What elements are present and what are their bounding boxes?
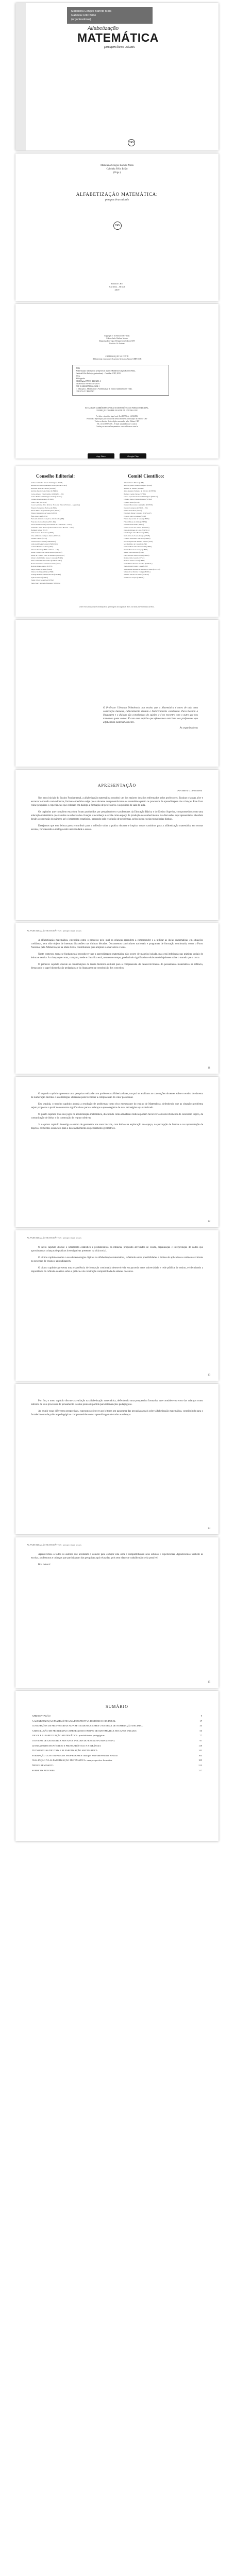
- paragraph: O segundo capítulo apresenta uma pesquisa realizada com professoras alfabetizadoras, na qual se analisam as concepções docentes sobre o ensino do sistema de numeração decimal e as estratégias utilizadas para favorecer a compreensão do valor posicional.: [31, 1093, 203, 1099]
- cip-line: A396: [76, 367, 80, 369]
- scientific-member: Ivana Rodrigues de Lima (UNISUL): [124, 529, 149, 531]
- toc-entry-page: 97: [199, 1739, 202, 1742]
- cip-subtitle: Bibliotecária responsável: Luzenira Alves dos Santos CRB9/1506: [92, 358, 142, 360]
- toc-entry-title: AVALIAÇÃO NA ALFABETIZAÇÃO MATEMÁTICA: uma perspectiva formativa: [32, 1759, 112, 1762]
- editorial-member: Paulo Romualdo Hernandes (UNIFAL-MG): [31, 560, 62, 562]
- editorial-council-page: [15, 466, 219, 617]
- paragraph: O sexto capítulo discute o letramento estatístico e probabilístico na infância, propondo atividades de coleta, organização e interpretação de dados que aproximam as crianças de práticas investigativas presentes na vida social.: [31, 1246, 203, 1252]
- paragraph: Agradecemos a todos os autores que aceitaram o convite para compor esta obra e compartilharam seus estudos e experiências. Agradecemos também às escolas, professoras e crianças que participaram das pesquisas aqui relatadas, pois sem elas este trabalho não seria possível.: [31, 1553, 203, 1560]
- editorial-member: Élsio José Corá (UFFS): [31, 515, 48, 517]
- toc-entry-page: 119: [198, 1744, 202, 1747]
- toc-list: [32, 1715, 202, 1774]
- book-title: ALFABETIZAÇÃO MATEMÁTICA:: [76, 192, 158, 197]
- scientific-member: Cárcia Aparecida Sanches Domingues (UFSCar): [124, 496, 158, 498]
- toc-entry-page: 185: [198, 1759, 202, 1762]
- toc-entry[interactable]: [32, 1720, 202, 1723]
- copyright-head: [15, 335, 219, 345]
- editorial-member: Gloria Fariñas León (Universidade de La Havana – Cuba): [31, 523, 72, 526]
- cip-line: CDU 372.47 CDD 372.7: [76, 391, 94, 393]
- paragraph: Desejamos que esta leitura possa contribuir para a reflexão sobre a prática docente e inspirar novos caminhos para a alfabetização matemática em nossas escolas, fortalecendo o diálogo entre universidade e escola.: [31, 825, 203, 831]
- editorial-member: Celso Conti (UFSCar): [31, 501, 47, 503]
- toc-entry[interactable]: [32, 1754, 202, 1758]
- editorial-member: Rodrigo Pratte-Santos (UFES): [31, 565, 53, 568]
- editorial-member: Helmuth Krüger (UCP): [31, 529, 48, 531]
- toc-entry-page: 55: [199, 1729, 202, 1732]
- cip-line: ISBN Físico 978-85-444-3204-1: [76, 383, 100, 385]
- text-page: [15, 1230, 219, 1381]
- editorial-member: Maria Lília Imbiriba Sousa Colares (UFOPA): [31, 556, 63, 559]
- book-subtitle: perspectivas atuais: [105, 198, 129, 201]
- cip-line: 1. Educação 2. Matemática 3. Alfabetização 4. Ensino fundamental I. Título.: [76, 388, 133, 390]
- editorial-member: Anselmo Alencar Colares (UFOPA): [31, 487, 56, 489]
- paragraph: Em seguida, o terceiro capítulo aborda a resolução de problemas como eixo estruturante do ensino de Matemática, defendendo que as situações-problema sejam propostas a partir de contextos significativos para as crianças e que o registro de suas estratégias seja valorizado.: [31, 1103, 203, 1109]
- cover-organizer-role: (organizadoras): [71, 18, 91, 21]
- paragraph: Já o quinto capítulo investiga o ensino de geometria nos anos iniciais, com ênfase na exploração do espaço, na percepção de formas e na representação de trajetos, elementos essenciais para o desenvolvimento do pensamento geométrico.: [31, 1124, 203, 1130]
- scientific-member: Tania Maria Ferreira Lopes (UFT): [124, 565, 148, 568]
- text-page: [15, 923, 219, 1074]
- paragraph: A alfabetização matemática, entendida como o processo pelo qual as crianças aprendem a compreender e a utilizar as ideias matemáticas em situações cotidianas, tem sido objeto de intensas discussões nas últimas décadas. Documentos curriculares nacionais e programas de formação continuada, como o Pacto Nacional pela Alfabetização na Idade Certa, contribuíram para ampliar o olhar sobre o tema.: [31, 939, 203, 949]
- editorial-member: Maria Cristina dos Santos Bezerra (UFSCar): [31, 551, 62, 554]
- scientific-member: Cristina Maria D'Avila Teixeira (UFBA): [124, 498, 152, 501]
- scientific-member: Everton Luiz Cevidanes (UNB): [124, 515, 146, 517]
- cip-heading: [15, 355, 219, 361]
- cover-title-line1: Alfabetização: [88, 26, 119, 31]
- editorial-member: Lídia de Oliveira Xavier (UNIEURO): [31, 543, 58, 545]
- copyright-notes: [15, 407, 219, 428]
- scientific-member: Eliane Rose Maio (UEM): [124, 510, 142, 512]
- editorial-member: Jailson Alves dos Santos (UFRJ): [31, 532, 54, 534]
- note-line: Foi feito o depósito legal conf. Lei 10.994 de 14/12/2004: [95, 415, 139, 417]
- toc-entry[interactable]: [32, 1739, 202, 1743]
- editorial-member: Francisco Carlos Duarte (PUC-PR): [31, 520, 56, 523]
- toc-entry[interactable]: [32, 1730, 202, 1733]
- scientific-member: Flávia Helena de Lima (UNESP): [124, 520, 147, 523]
- presentation-page: [15, 770, 219, 920]
- cip-line: Alfabetização matemática: perspectivas atuais / Madalena Conges Barreto Mota,: [76, 370, 136, 372]
- scientific-member: Vanessa Sievers de Mello (UFRGS): [124, 573, 149, 576]
- toc-entry-title: O ENSINO DE GEOMETRIA NOS ANOS INICIAIS DO ENSINO FUNDAMENTAL: [32, 1739, 115, 1742]
- page-number: 12: [208, 1221, 210, 1223]
- scientific-member: Regina Célia Grando (UFSC): [124, 556, 145, 559]
- cip-record-box: [72, 365, 169, 396]
- peer-review-note: Este livro passou por avaliação e aprovação às cegas de dois ou mais pareceristas ad hoc.: [79, 605, 155, 608]
- running-head: ALFABETIZAÇÃO MATEMÁTICA: perspectivas atuais: [27, 1236, 82, 1239]
- publisher-year: 2019: [114, 289, 120, 291]
- title-page: [15, 154, 219, 301]
- page-number: 13: [208, 1374, 210, 1377]
- toc-entry[interactable]: [32, 1744, 202, 1748]
- toc-entry[interactable]: [32, 1724, 202, 1728]
- scientific-member: Keila Mara de Souza Araújo (UFMS): [124, 534, 150, 537]
- epigraph-page: [15, 620, 219, 767]
- scientific-member: Gisele Soares dos Santos (IF Sertão): [124, 526, 149, 529]
- note-line: CONHEÇA E COMPRE NO SITE DA EDITORA CRV.: [96, 410, 138, 412]
- copyright-line: Revisão: Os Autores: [109, 343, 125, 345]
- scientific-member: Patrícia Lessa Santos Costa (UFBA): [124, 554, 149, 556]
- text-page: [15, 1384, 219, 1534]
- scientific-member: Mônica Maria Teixeira Amorim (UEM): [124, 546, 152, 548]
- scientific-member: Anna Augusta Sampaio de Oliveira (UNESP): [124, 490, 156, 493]
- toc-entry-page: 9: [200, 1715, 202, 1717]
- copyright-line: Editor-chefe: Railson Moura: [106, 337, 128, 340]
- publisher-info: [15, 282, 219, 292]
- cip-line: Gabriela Félix Brião (organizadoras) – Curitiba : CRV, 2019.: [76, 372, 121, 375]
- editorial-member: Eduardo Fernandes Barbosa (UFMG): [31, 506, 58, 509]
- author-role: (Orgs.): [113, 172, 121, 174]
- paragraph: O oitavo capítulo apresenta uma experiência de formação continuada desenvolvida em parceria entre universidade e rede pública de ensino, evidenciando a importância da reflexão coletiva sobre a prática e da construção compartilhada de saberes docentes.: [31, 1267, 203, 1273]
- cover-organizers-box: [67, 7, 153, 24]
- presentation-author: Por Marcia C. de Oliveira: [177, 789, 202, 792]
- page-text: [31, 1399, 203, 1420]
- paragraph: Ao reunir essas diferentes perspectivas, esperamos oferecer aos leitores um panorama das pesquisas atuais sobre alfabetização matemática, contribuindo para o fortalecimento de práticas pedagógicas comprometidas com a aprendizagem de todas as crianças.: [31, 1410, 203, 1416]
- paragraph: Neste contexto, torna-se fundamental reconhecer que a aprendizagem matemática não ocorre de maneira isolada, mas está imbricada nas práticas sociais de leitura e escrita. A criança que conta, compara, mede e classifica está, ao mesmo tempo, produzindo significados e elaborando hipóteses sobre o mundo que a cerca.: [31, 953, 203, 959]
- toc-entry-page: 141: [198, 1749, 202, 1752]
- scientific-member: Marcia Aparecida Amador Mascia (USF): [124, 540, 153, 543]
- editorial-member: Elione Maria Nogueira Diogenes (UFAL): [31, 510, 60, 512]
- page-number: 11: [208, 1067, 210, 1070]
- editorial-member: Tadeu Oliver Gonçalves (UFPA): [31, 579, 54, 582]
- note-line: Todos os direitos desta edição reservados pela: Editora CRV: [94, 420, 140, 422]
- note-line: ESTA OBRA TAMBÉM ENCONTRA-SE DISPONÍVEL EM FORMATO DIGITAL.: [85, 407, 149, 409]
- app-store-badge[interactable]: App Store: [88, 453, 114, 459]
- scientific-member: Marilia Pinto de Carvalho (USP): [124, 543, 147, 545]
- editorial-member: Sydione Santos (UEPG): [31, 576, 48, 579]
- copyright-line: Diagramação e Capa: Designers da Editora CRV: [99, 340, 135, 342]
- editorial-member: Maria de Lourdes Pinto de Almeida (UNOESC): [31, 554, 65, 556]
- toc-entry[interactable]: [32, 1749, 202, 1753]
- scientific-member: Ricardo Santos Costa (UERJ): [124, 560, 145, 562]
- scientific-member: Jane Rangel Alves Barbosa (UFES): [124, 532, 149, 534]
- running-head: ALFABETIZAÇÃO MATEMÁTICA: perspectivas atuais: [27, 929, 82, 932]
- scientific-member: Daniela Marcondes Guimarães (UNESP): [124, 504, 153, 506]
- toc-entry-title: A ALFABETIZAÇÃO MATEMÁTICA NA PERSPECTIVA HISTÓRICO-CULTURAL: [32, 1719, 116, 1722]
- toc-entry-title: A RESOLUÇÃO DE PROBLEMAS COMO EIXO DO ENSINO DE MATEMÁTICA NOS ANOS INICIAIS: [32, 1729, 137, 1732]
- page-number: 15: [208, 1681, 210, 1684]
- epigraph-text: [103, 706, 198, 730]
- copyright-line: Copyright © da Editora CRV Ltda.: [104, 335, 130, 337]
- scientific-member: Lourdes Marcelino Machado (UFRN): [124, 537, 151, 540]
- scientific-member: Elizabeth Pulgar Colmeiro (UNIVASF): [124, 512, 152, 515]
- editorial-member: Aldira Guimarães Duarte Domínguez (UNB): [31, 482, 63, 484]
- toc-entry-page: 17: [199, 1719, 202, 1722]
- copyright-page: [15, 304, 219, 459]
- cover-title-line3: perspectivas atuais: [104, 45, 135, 49]
- scientific-member: Fátima Aparecida de Souza (UFMS): [124, 518, 149, 520]
- editorial-member: Carlos Alberto Vilar Estêvão (UMINHO – PT): [31, 493, 64, 495]
- scientific-member: Natalia Ferreira Lourenço (UERJ): [124, 548, 148, 551]
- editorial-member: Guillermo Arias Beatón (Universidade de La Havana – Cuba): [31, 526, 74, 529]
- running-head: ALFABETIZAÇÃO MATEMÁTICA: perspectivas atuais: [27, 1544, 82, 1546]
- editorial-member: Renato Francisco dos Santos Paula (UFG): [31, 562, 61, 565]
- editorial-member: Antônio Pereira Gaio Júnior (UFRRJ): [31, 490, 58, 493]
- editorial-member: Leonel Severo Rocha (UNISINOS): [31, 540, 56, 543]
- editorial-member: Marcelo Paixão (UFRJ e UTexas – US): [31, 548, 59, 551]
- cip-line: ISBN Digital 978-85-444-3203-4: [76, 380, 101, 382]
- editorial-member: João Adalberto Campato Junior (UNESP): [31, 534, 60, 537]
- cip-line: Bibliografia: [76, 378, 85, 380]
- toc-heading: SUMÁRIO: [106, 1704, 128, 1709]
- scientific-member: Diosnel Centurion (UNIDA – PY): [124, 506, 148, 509]
- epigraph-signature: As organizadoras: [179, 727, 198, 730]
- toc-entry[interactable]: [32, 1764, 202, 1768]
- scientific-member: Cynthia Perin (UFPR): [124, 501, 140, 503]
- toc-entry-title: SOBRE OS AUTORES: [32, 1769, 55, 1772]
- scientific-member: Sonia Maria Ferreira Koehler (UNISAL): [124, 562, 153, 565]
- cip-line: 226 p.: [76, 375, 80, 377]
- toc-entry-title: APRESENTAÇÃO: [32, 1715, 51, 1717]
- toc-entry-page: 213: [198, 1764, 202, 1767]
- scientific-member: Gabriela Félix Brião (UERJ): [124, 523, 144, 526]
- book-cover: [15, 3, 219, 150]
- scientific-committee-list: [124, 482, 201, 579]
- paragraph: Por fim, o nono capítulo discute a avaliação na alfabetização matemática, defendendo uma perspectiva formativa que considere os erros das crianças como indícios de seus processos de pensamento e como ponto de partida para intervenções pedagógicas.: [31, 1400, 203, 1406]
- page-text: [31, 1553, 203, 1570]
- cover-spine-stripe: [15, 3, 26, 150]
- paragraph: Boa leitura!: [38, 1564, 51, 1566]
- page-text: [31, 1092, 203, 1133]
- note-line: Conheça os nossos lançamentos: www.editoracrv.com.br: [96, 426, 138, 428]
- paragraph: O sétimo capítulo analisa o uso de tecnologias digitais na alfabetização matemática, refletindo sobre possibilidades e limites de aplicativos e ambientes virtuais no processo de ensino e aprendizagem.: [31, 1257, 203, 1263]
- publisher-logo-icon: CRV: [128, 139, 135, 146]
- toc-entry-title: JOGOS E ALFABETIZAÇÃO MATEMÁTICA: possibilidades pedagógicas: [32, 1734, 105, 1737]
- author-1: Madalena Conges Barreto Mota: [100, 164, 133, 167]
- toc-entry-title: ÍNDICE REMISSIVO: [32, 1764, 54, 1767]
- scientific-member: Altair Alberto Fávero (UPF): [124, 482, 144, 484]
- toc-entry[interactable]: [32, 1769, 202, 1773]
- note-line: Proibida a reprodução parcial ou total desta obra sem autorização da Editora CRV: [87, 418, 147, 420]
- editorial-member: Elizeu Clementino de Souza (UNEB): [31, 512, 57, 515]
- editorial-member: Simone Rodrigues Pinto (UNB): [31, 571, 54, 573]
- cover-organizer-2: Gabriela Félix Brião: [71, 14, 96, 17]
- toc-entry-page: 35: [199, 1724, 202, 1727]
- text-page: [15, 1077, 219, 1227]
- text-page: [15, 1537, 219, 1688]
- page-number: 14: [208, 1528, 210, 1530]
- editorial-member: Carmen Tereza Velanga (UNIR): [31, 498, 54, 501]
- toc-entry-title: CONCEPÇÕES DE PROFESSORAS ALFABETIZADORAS SOBRE O SISTEMA DE NUMERAÇÃO DECIMAL: [32, 1724, 143, 1727]
- toc-entry-page: 163: [198, 1754, 202, 1757]
- title-page-authors: [15, 164, 219, 175]
- editorial-member: Solange Helena Ximenes-Rocha (UFOPA): [31, 573, 61, 576]
- toc-entry-title: TECNOLOGIAS DIGITAIS E ALFABETIZAÇÃO MATEMÁTICA: [32, 1749, 98, 1752]
- editorial-member: Tania Suely Azevedo Brasileiro (UFOPA): [31, 582, 60, 584]
- toc-entry[interactable]: [32, 1734, 202, 1738]
- publisher-city: Curitiba – Brasil: [109, 285, 125, 288]
- editorial-member: Fernando Antônio Gonçalves Alcoforado (IPB): [31, 518, 64, 520]
- paragraph: O primeiro capítulo discute as contribuições da teoria histórico-cultural para a compreensão do desenvolvimento do pensamento matemático na infância, destacando o papel da mediação pedagógica e da linguagem na constituição dos conceitos.: [31, 963, 203, 970]
- page-text: [31, 1246, 203, 1277]
- editorial-member: Carlos Federico Dominguez Avila (Unieuro): [31, 496, 62, 498]
- toc-entry-page: 217: [198, 1769, 202, 1772]
- cip-title: CATALOGAÇÃO NA FONTE: [105, 355, 129, 358]
- paragraph: O quarto capítulo trata dos jogos na alfabetização matemática, discutindo como atividades lúdicas podem favorecer o desenvolvimento do raciocínio lógico, da comunicação de ideias e da construção de regras coletivas.: [31, 1113, 203, 1120]
- scientific-member: Valdemarina Bidone de Azevedo e Souza (PUC RS): [124, 568, 160, 570]
- paragraph: Nos anos iniciais do Ensino Fundamental, a alfabetização matemática constitui um dos maiores desafios enfrentados pelos professores. Ensinar crianças a ler e escrever o mundo com números, formas e medidas exige que o docente compreenda tanto os conteúdos quanto os processos de aprendizagem das crianças. Este livro reúne pesquisas e experiências que colocam em diálogo a formação de professores e as práticas de sala de aula.: [31, 797, 203, 807]
- toc-entry[interactable]: [32, 1759, 202, 1762]
- paragraph: Os capítulos que compõem esta obra foram produzidos por pesquisadores e professores da Educação Básica e do Ensino Superior, comprometidos com uma educação matemática que valorize os saberes das crianças e reconheça a escola como espaço de produção de conhecimento. As discussões aqui apresentadas abordam desde a construção do número até o letramento estatístico, passando pela resolução de problemas, pelos jogos e pelas tecnologias digitais.: [31, 811, 203, 821]
- toc-entry-title: FORMAÇÃO CONTINUADA DE PROFESSORES: diálogos entre universidade e escola: [32, 1754, 118, 1757]
- editorial-member: Lourdes Helena da Silva (UFV): [31, 546, 54, 548]
- editorial-member: Josania Portela (UFPI): [31, 537, 47, 540]
- epigraph-body: O Professor Ubiratan D'Ambrosio nos ensina que a Matemática é antes de tudo uma construção humana, culturalmente situada e historicamente constituída. Para Bakhtin a linguagem e o diálogo são constitutivos do sujeito, e é no encontro com o outro que nos tornamos quem somos. É com esse espírito que oferecemos este livro aos professores que alfabetizam matematicamente.: [103, 707, 198, 724]
- toc-entry-title: LETRAMENTO ESTATÍSTICO E PROBABILÍSTICO NA INFÂNCIA: [32, 1744, 101, 1747]
- scientific-member: Andréia N. Militão (UEMS): [124, 487, 144, 489]
- editorial-member: Andréia da Silva Quintanilha Sousa (UNIR/UFRN): [31, 484, 67, 487]
- page-text: [31, 939, 203, 973]
- presentation-text: [31, 796, 203, 835]
- editorial-council-list: [31, 482, 108, 585]
- editorial-member: Cesar Gerónimo Tello (Univer. Nacional Três de Febrero – Argentina): [31, 504, 80, 506]
- note-line: Tel.: (41) 3039-6418 – E-mail: sac@editoracrv.com.br: [96, 423, 138, 425]
- toc-entry[interactable]: [32, 1715, 202, 1718]
- presentation-heading: APRESENTAÇÃO: [97, 783, 137, 788]
- editorial-member: Sérgio Nunes de Jesus (IFRO): [31, 568, 53, 570]
- publisher-logo-icon: CRV: [113, 222, 122, 230]
- scientific-member: Vânia Alves Martins Chaigar (FURG): [124, 571, 151, 573]
- toc-entry-page: 77: [199, 1734, 202, 1737]
- cip-line: DOI 10.24824/978854443204.1: [76, 385, 100, 387]
- editorial-council-heading: Conselho Editorial:: [36, 473, 75, 479]
- publisher-name: Editora CRV: [111, 282, 123, 285]
- google-play-badge[interactable]: Google Play: [120, 453, 146, 459]
- scientific-member: Vera Lucia Gaspar (UDESC): [124, 576, 144, 579]
- scientific-member: Ana Chrystina Venancio Mignot (UERJ): [124, 484, 153, 487]
- cover-title-line2: MATEMÁTICA: [77, 31, 159, 44]
- scientific-member: Nilson José Machado (USP): [124, 551, 144, 554]
- author-2: Gabriela Félix Brião: [106, 168, 128, 171]
- cover-organizer-1: Madalena Conges Barreto Mota: [71, 10, 111, 13]
- table-of-contents-page: [15, 1691, 219, 1841]
- scientific-member: Barbara Coelho Neves (UFBA): [124, 493, 146, 495]
- scientific-committee-heading: Comitê Científico:: [128, 473, 164, 479]
